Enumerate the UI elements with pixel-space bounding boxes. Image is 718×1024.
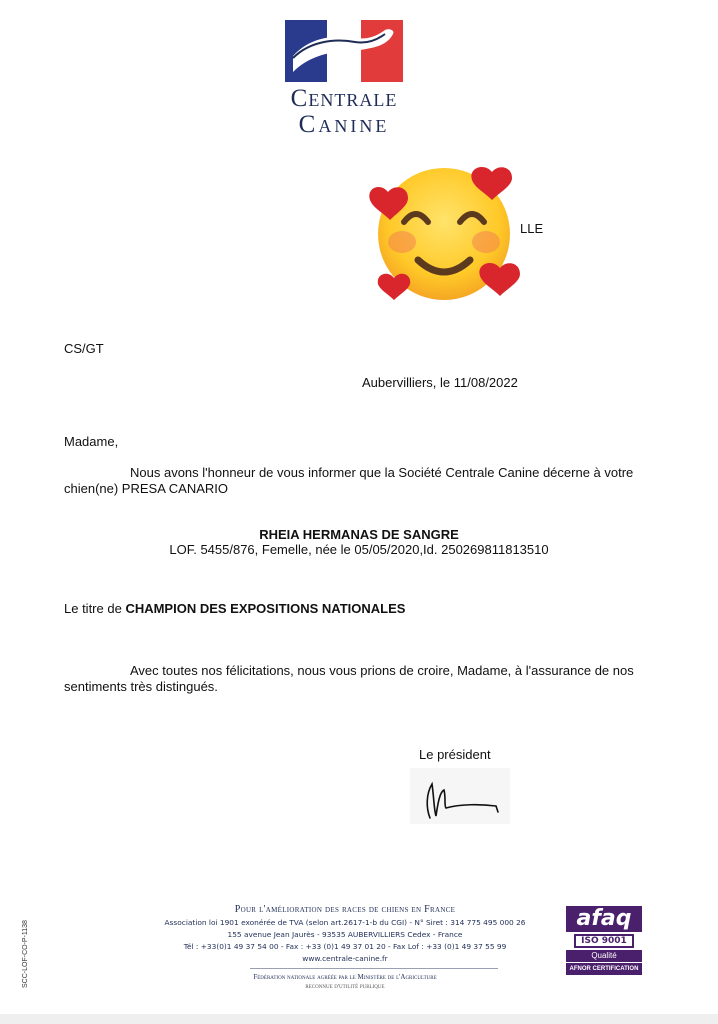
smiling-face-with-hearts-icon bbox=[364, 156, 524, 306]
footer-divider bbox=[250, 968, 498, 969]
recipient-suffix: LLE bbox=[520, 221, 544, 236]
dog-name: RHEIA HERMANAS DE SANGRE bbox=[259, 527, 459, 542]
form-code: SCC-LOF-CO-P-1138 bbox=[22, 920, 29, 988]
footer-website[interactable]: www.centrale-canine.fr bbox=[302, 954, 388, 963]
footer-legal: Association loi 1901 exonérée de TVA (selon art.2617-1-b du CGI) - N° Siret : 314 775 495 000 26 bbox=[164, 918, 526, 927]
afaq-brand: afaq bbox=[566, 906, 642, 932]
closing-line2: sentiments très distingués. bbox=[64, 679, 218, 694]
reference-code: CS/GT bbox=[64, 341, 104, 356]
intro-line1: Nous avons l'honneur de vous informer que la Société Centrale Canine décerne à votre bbox=[130, 465, 634, 480]
footer-phones: Tél : +33(0)1 49 37 54 00 - Fax : +33 (0)1 49 37 01 20 - Fax Lof : +33 (0)1 49 37 55 99 bbox=[183, 942, 507, 951]
title-prefix: Le titre de bbox=[64, 601, 126, 616]
afaq-badge bbox=[566, 906, 642, 976]
centrale-canine-flag-icon bbox=[285, 20, 403, 82]
logo bbox=[284, 20, 404, 140]
brand-name-line2: Canine bbox=[298, 111, 390, 138]
quality-label: Qualité bbox=[566, 950, 642, 962]
page-bottom-strip bbox=[0, 1014, 718, 1024]
date-line: Aubervilliers, le 11/08/2022 bbox=[362, 375, 518, 390]
dog-details: LOF. 5455/876, Femelle, née le 05/05/2020,Id. 250269811813510 bbox=[169, 542, 549, 557]
footer-federation: Fédération nationale agréée par le Ministère de l'Agriculture bbox=[253, 973, 437, 981]
intro-line2: chien(ne) PRESA CANARIO bbox=[64, 481, 229, 496]
iso-standard: ISO 9001 bbox=[574, 934, 634, 948]
championship-title: CHAMPION DES EXPOSITIONS NATIONALES bbox=[125, 601, 406, 616]
salutation: Madame, bbox=[64, 434, 119, 449]
signature bbox=[410, 768, 510, 824]
brand-name-line1: Centrale bbox=[290, 85, 398, 112]
closing-line1: Avec toutes nos félicitations, nous vous prions de croire, Madame, à l'assurance de nos bbox=[130, 663, 634, 678]
signatory: Le président bbox=[419, 747, 491, 762]
footer-utility: reconnue d'utilité publique bbox=[305, 983, 385, 990]
footer-tagline: Pour l'amélioration des races de chiens en France bbox=[234, 904, 456, 915]
title-line bbox=[64, 601, 405, 617]
footer-address: 155 avenue Jean Jaurès - 93535 AUBERVILLIERS Cedex - France bbox=[227, 930, 463, 939]
afnor-label: AFNOR CERTIFICATION bbox=[566, 963, 642, 975]
